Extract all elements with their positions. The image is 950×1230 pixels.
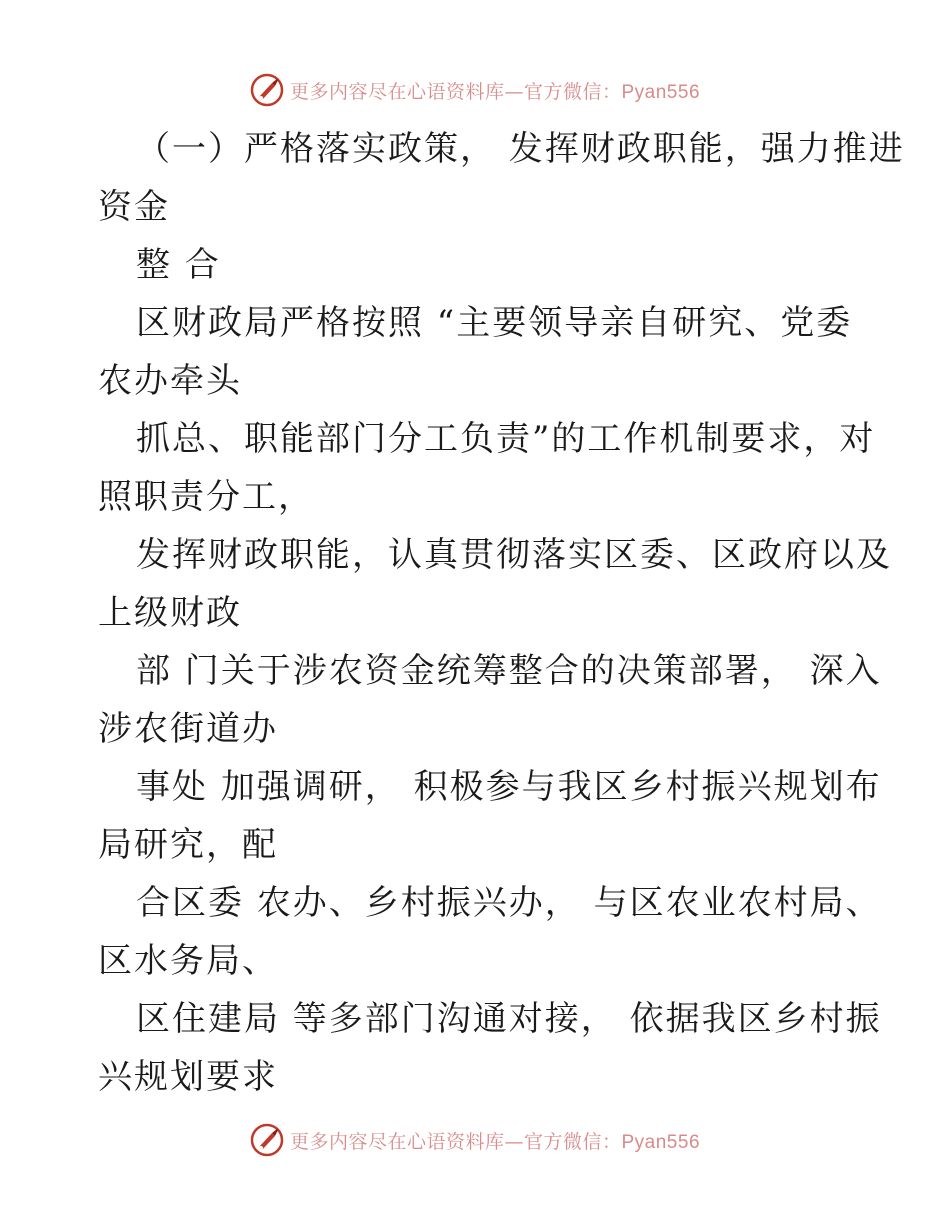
text-line: 农办牵头 xyxy=(98,361,242,401)
text-line: 抓总、职能部门分工负责”的工作机制要求，对 xyxy=(136,419,876,459)
text-line: 发挥财政职能，认真贯彻落实区委、区政府以及 xyxy=(136,535,892,575)
text-line: 照职责分工， xyxy=(98,477,314,517)
footer-watermark-banner xyxy=(0,1120,950,1160)
header-watermark-banner xyxy=(0,70,950,110)
banner-text: 更多内容尽在心语资料库—官方微信：Pyan556 xyxy=(289,1130,701,1153)
text-line: 区住建局 等多部门沟通对接， 依据我区乡村振 xyxy=(136,999,882,1039)
text-line: 资金 xyxy=(98,187,170,227)
text-line: 合区委 农办、乡村振兴办， 与区农业农村局、 xyxy=(136,883,882,923)
text-line: 涉农街道办 xyxy=(98,709,278,749)
text-line: 兴规划要求 xyxy=(98,1057,278,1097)
text-line: 局研究，配 xyxy=(98,825,278,865)
text-line: 事处 加强调研， 积极参与我区乡村振兴规划布 xyxy=(136,767,882,807)
document-body xyxy=(98,120,905,1106)
text-line: 区财政局严格按照 “主要领导亲自研究、党委 xyxy=(136,303,853,343)
text-line: 上级财政 xyxy=(98,593,242,633)
text-line: 区水务局、 xyxy=(98,941,278,981)
text-line: 部 门关于涉农资金统筹整合的决策部署， 深入 xyxy=(136,651,882,691)
pen-logo-icon xyxy=(250,73,284,107)
text-line: 整 合 xyxy=(136,245,221,285)
pen-logo-icon xyxy=(250,1123,284,1157)
banner-text: 更多内容尽在心语资料库—官方微信：Pyan556 xyxy=(289,80,701,103)
text-line: （一）严格落实政策， 发挥财政职能，强力推进 xyxy=(136,129,905,169)
